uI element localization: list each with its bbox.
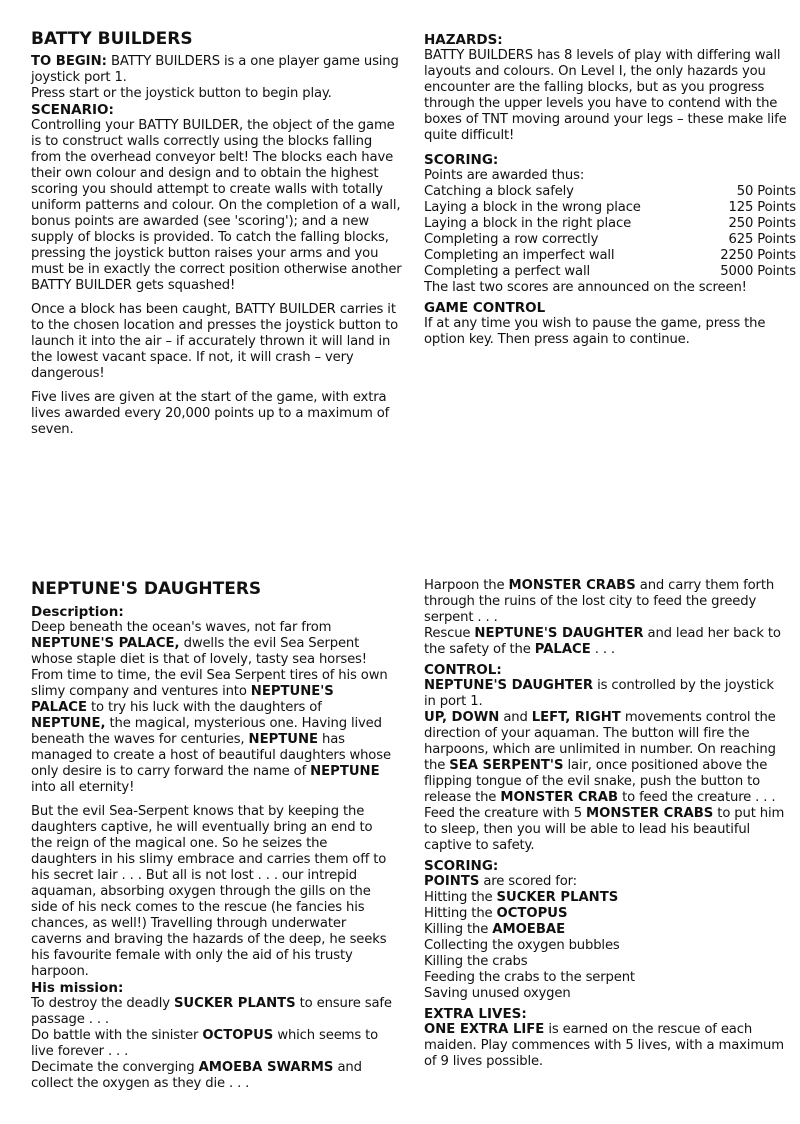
scoring-row bbox=[424, 248, 796, 264]
hazards-heading: HAZARDS: bbox=[424, 32, 503, 48]
scoring-row bbox=[424, 232, 796, 248]
neptune-scoring-item: Killing the AMOEBAE bbox=[424, 922, 566, 937]
scenario-paragraph-1: Controlling your BATTY BUILDER, the object of the game is to construct walls correctly using the blocks falling from the overhead conveyor belt! The blocks each have their own colour and design and to obtain the highest scoring you should attempt to create walls with totally uniform patterns and colour. On the completion of a wall, bonus points are awarded (see 'scoring'); and a new supply of blocks is provided. To catch the falling blocks, pressing the joystick button raises your arms and you must be in exactly the correct position otherwise another BATTY BUILDER gets squashed! bbox=[31, 118, 402, 293]
scoring-row bbox=[424, 200, 796, 216]
mission-item: Harpoon the MONSTER CRABS and carry them forth through the ruins of the lost city to feed the greedy serpent . . . bbox=[424, 578, 775, 625]
control-paragraph-2: UP, DOWN and LEFT, RIGHT movements control the direction of your aquaman. The button will fire the harpoons, which are unlimited in number. On reaching the SEA SERPENT'S lair, once positioned above the flipping tongue of the evil snake, push the button to release the MONSTER CRAB to feed the creature . . . Feed the creature with 5 MONSTER CRABS to put him to sleep, then you will be able to lead his beautiful captive to safety. bbox=[424, 710, 785, 853]
mission-heading: His mission: bbox=[31, 980, 124, 996]
neptune-title: NEPTUNE'S DAUGHTERS bbox=[31, 579, 262, 599]
extra-lives-heading: EXTRA LIVES: bbox=[424, 1006, 527, 1022]
scoring-row-points: 125 Points bbox=[728, 200, 796, 215]
scoring-row-label: Laying a block in the wrong place bbox=[424, 200, 641, 215]
control-heading: CONTROL: bbox=[424, 662, 502, 678]
scoring-note: The last two scores are announced on the screen! bbox=[424, 280, 747, 295]
neptune-scoring-intro: POINTS are scored for: bbox=[424, 874, 577, 889]
to-begin-text-2: Press start or the joystick button to begin play. bbox=[31, 86, 332, 101]
scoring-row bbox=[424, 184, 796, 200]
scenario-paragraph-3: Five lives are given at the start of the game, with extra lives awarded every 20,000 points up to a maximum of seven. bbox=[31, 390, 390, 437]
scoring-intro: Points are awarded thus: bbox=[424, 168, 585, 183]
neptune-scoring-item: Killing the crabs bbox=[424, 954, 528, 969]
mission-item: Rescue NEPTUNE'S DAUGHTER and lead her back to the safety of the PALACE . . . bbox=[424, 626, 781, 657]
batty-builders-title: BATTY BUILDERS bbox=[31, 29, 193, 49]
neptune-scoring-item: Collecting the oxygen bubbles bbox=[424, 938, 620, 953]
mission-item: Decimate the converging AMOEBA SWARMS and collect the oxygen as they die . . . bbox=[31, 1060, 362, 1091]
mission-item: Do battle with the sinister OCTOPUS which seems to live forever . . . bbox=[31, 1028, 379, 1059]
scoring-row-points: 250 Points bbox=[728, 216, 796, 231]
neptune-scoring-item: Saving unused oxygen bbox=[424, 986, 571, 1001]
scenario-heading: SCENARIO: bbox=[31, 102, 114, 118]
to-begin-label: TO BEGIN: bbox=[31, 54, 107, 69]
scoring-row-points: 625 Points bbox=[728, 232, 796, 247]
scoring-row bbox=[424, 216, 796, 232]
neptune-scoring-heading: SCORING: bbox=[424, 858, 499, 874]
scoring-row-points: 50 Points bbox=[736, 184, 796, 199]
game-control-heading: GAME CONTROL bbox=[424, 300, 546, 316]
control-paragraph-1: NEPTUNE'S DAUGHTER is controlled by the joystick in port 1. bbox=[424, 678, 774, 709]
description-paragraph-1: Deep beneath the ocean's waves, not far from NEPTUNE'S PALACE, dwells the evil Sea Serpent whose staple diet is that of lovely, tasty sea horses! From time to time, the evil Sea Serpent tires of his own slimy company and ventures into NEPTUNE'S PALACE to try his luck with the daughters of NEPTUNE, the magical, mysterious one. Having lived beneath the waves for centuries, NEPTUNE has managed to create a host of beautiful daughters whose only desire is to carry forward the name of NEPTUNE into all eternity! bbox=[31, 620, 391, 795]
scoring-row-label: Completing an imperfect wall bbox=[424, 248, 615, 263]
scoring-row-points: 2250 Points bbox=[720, 248, 796, 263]
neptune-scoring-item: Hitting the SUCKER PLANTS bbox=[424, 890, 619, 905]
scoring-row-label: Laying a block in the right place bbox=[424, 216, 632, 231]
game-control-text: If at any time you wish to pause the game, press the option key. Then press again to continue. bbox=[424, 316, 766, 347]
extra-lives-text: ONE EXTRA LIFE is earned on the rescue of each maiden. Play commences with 5 lives, with a maximum of 9 lives possible. bbox=[424, 1022, 784, 1069]
scoring-row-label: Catching a block safely bbox=[424, 184, 574, 199]
to-begin-text: BATTY BUILDERS is a one player game using joystick port 1. bbox=[31, 54, 399, 85]
neptune-column-right bbox=[424, 578, 786, 1070]
neptune-scoring-item: Feeding the crabs to the serpent bbox=[424, 970, 635, 985]
scoring-row bbox=[424, 264, 796, 280]
scoring-table bbox=[424, 184, 796, 280]
to-begin-paragraph bbox=[31, 54, 403, 86]
scoring-row-label: Completing a row correctly bbox=[424, 232, 599, 247]
neptune-column-left bbox=[31, 578, 393, 1092]
description-heading: Description: bbox=[31, 604, 124, 620]
batty-builders-column-left bbox=[31, 28, 403, 438]
description-paragraph-2: But the evil Sea-Serpent knows that by keeping the daughters captive, he will eventually bring an end to the reign of the magical one. So he seizes the daughters in his slimy embrace and carries them off to his secret lair . . . But all is not lost . . . our intrepid aquaman, absorbing oxygen through the gills on the side of his neck comes to the rescue (he fancies his chances, as well!) Travelling through underwater caverns and braving the hazards of the deep, he seeks his favourite female with only the aid of his trusty harpoon. bbox=[31, 804, 387, 979]
batty-builders-column-right bbox=[424, 32, 796, 348]
hazards-text: BATTY BUILDERS has 8 levels of play with differing wall layouts and colours. On Level I, the only hazards you encounter are the falling blocks, but as you progress through the upper levels you have to contend with the boxes of TNT moving around your legs – these make life quite difficult! bbox=[424, 48, 787, 143]
neptune-scoring-item: Hitting the OCTOPUS bbox=[424, 906, 568, 921]
scoring-heading: SCORING: bbox=[424, 152, 499, 168]
mission-item: To destroy the deadly SUCKER PLANTS to ensure safe passage . . . bbox=[31, 996, 392, 1027]
scoring-row-label: Completing a perfect wall bbox=[424, 264, 591, 279]
scenario-paragraph-2: Once a block has been caught, BATTY BUILDER carries it to the chosen location and presses the joystick button to launch it into the air – if accurately thrown it will land in the lowest vacant space. If not, it will crash – very dangerous! bbox=[31, 302, 399, 381]
scoring-row-points: 5000 Points bbox=[720, 264, 796, 279]
